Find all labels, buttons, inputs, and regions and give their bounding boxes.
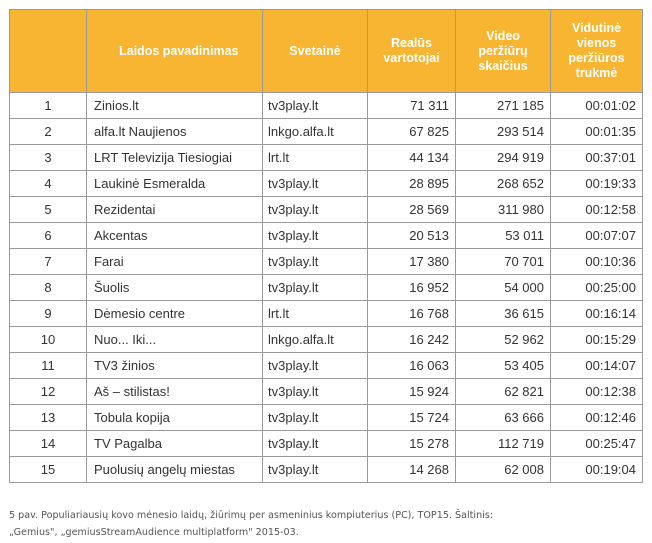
cell-rank: 12 — [10, 379, 87, 405]
cell-video-views: 271 185 — [456, 93, 551, 119]
table-row — [10, 327, 643, 353]
cell-rank: 13 — [10, 405, 87, 431]
header-users-line: Realūs — [391, 36, 432, 50]
cell-real-users: 16 242 — [368, 327, 456, 353]
cell-rank: 5 — [10, 197, 87, 223]
cell-show-name: Laukinė Esmeralda — [87, 171, 263, 197]
cell-website: tv3play.lt — [263, 353, 368, 379]
cell-show-name: Šuolis — [87, 275, 263, 301]
cell-rank: 15 — [10, 457, 87, 483]
cell-avg-duration: 00:12:38 — [551, 379, 643, 405]
cell-rank: 11 — [10, 353, 87, 379]
cell-avg-duration: 00:19:04 — [551, 457, 643, 483]
table-row — [10, 197, 643, 223]
cell-real-users: 16 952 — [368, 275, 456, 301]
cell-website: tv3play.lt — [263, 93, 368, 119]
cell-video-views: 63 666 — [456, 405, 551, 431]
cell-video-views: 112 719 — [456, 431, 551, 457]
cell-website: lrt.lt — [263, 145, 368, 171]
table-row — [10, 93, 643, 119]
header-duration-line: vienos — [576, 36, 617, 50]
cell-video-views: 54 000 — [456, 275, 551, 301]
ratings-table-container — [9, 9, 642, 483]
cell-video-views: 268 652 — [456, 171, 551, 197]
table-row — [10, 457, 643, 483]
cell-website: tv3play.lt — [263, 405, 368, 431]
cell-rank: 7 — [10, 249, 87, 275]
cell-video-views: 53 405 — [456, 353, 551, 379]
cell-show-name: Akcentas — [87, 223, 263, 249]
cell-video-views: 70 701 — [456, 249, 551, 275]
header-row — [10, 10, 643, 93]
header-duration-line: Vidutinė — [571, 21, 622, 35]
cell-show-name: Nuo... Iki... — [87, 327, 263, 353]
cell-real-users: 14 268 — [368, 457, 456, 483]
header-duration-line: peržiūros — [568, 51, 625, 65]
table-row — [10, 353, 643, 379]
table-row — [10, 223, 643, 249]
table-row — [10, 275, 643, 301]
cell-video-views: 62 008 — [456, 457, 551, 483]
cell-show-name: Dėmesio centre — [87, 301, 263, 327]
cell-avg-duration: 00:25:47 — [551, 431, 643, 457]
cell-avg-duration: 00:01:35 — [551, 119, 643, 145]
cell-real-users: 44 134 — [368, 145, 456, 171]
cell-show-name: TV Pagalba — [87, 431, 263, 457]
cell-video-views: 52 962 — [456, 327, 551, 353]
table-row — [10, 145, 643, 171]
cell-show-name: Puolusių angelų miestas — [87, 457, 263, 483]
cell-website: lrt.lt — [263, 301, 368, 327]
cell-website: lnkgo.alfa.lt — [263, 327, 368, 353]
header-views-line: peržiūrų — [478, 43, 528, 58]
cell-website: tv3play.lt — [263, 431, 368, 457]
cell-video-views: 62 821 — [456, 379, 551, 405]
cell-website: tv3play.lt — [263, 197, 368, 223]
cell-website: lnkgo.alfa.lt — [263, 119, 368, 145]
table-row — [10, 171, 643, 197]
cell-website: tv3play.lt — [263, 249, 368, 275]
cell-rank: 10 — [10, 327, 87, 353]
cell-avg-duration: 00:15:29 — [551, 327, 643, 353]
table-row — [10, 119, 643, 145]
cell-avg-duration: 00:19:33 — [551, 171, 643, 197]
cell-website: tv3play.lt — [263, 223, 368, 249]
cell-website: tv3play.lt — [263, 275, 368, 301]
table-row — [10, 249, 643, 275]
cell-real-users: 16 063 — [368, 353, 456, 379]
header-duration-line: trukmė — [575, 66, 618, 80]
cell-avg-duration: 00:01:02 — [551, 93, 643, 119]
cell-rank: 9 — [10, 301, 87, 327]
header-views-line: skaičius — [478, 58, 528, 73]
cell-video-views: 36 615 — [456, 301, 551, 327]
cell-rank: 6 — [10, 223, 87, 249]
cell-avg-duration: 00:16:14 — [551, 301, 643, 327]
cell-avg-duration: 00:37:01 — [551, 145, 643, 171]
cell-show-name: Tobula kopija — [87, 405, 263, 431]
cell-rank: 4 — [10, 171, 87, 197]
cell-website: tv3play.lt — [263, 379, 368, 405]
cell-show-name: TV3 žinios — [87, 353, 263, 379]
cell-video-views: 294 919 — [456, 145, 551, 171]
ratings-table — [9, 9, 643, 483]
table-row — [10, 301, 643, 327]
table-row — [10, 405, 643, 431]
cell-real-users: 15 924 — [368, 379, 456, 405]
cell-real-users: 20 513 — [368, 223, 456, 249]
cell-website: tv3play.lt — [263, 457, 368, 483]
header-users-line: vartotojai — [383, 51, 440, 65]
cell-avg-duration: 00:12:58 — [551, 197, 643, 223]
header-name: Laidos pavadinimas — [87, 10, 263, 93]
cell-show-name: alfa.lt Naujienos — [87, 119, 263, 145]
header-duration — [551, 10, 643, 93]
cell-show-name: Zinios.lt — [87, 93, 263, 119]
cell-avg-duration: 00:25:00 — [551, 275, 643, 301]
figure-caption — [9, 507, 642, 541]
table-header — [10, 10, 643, 93]
cell-video-views: 293 514 — [456, 119, 551, 145]
caption-line: 5 pav. Populiariausių kovo mėnesio laidų, žiūrimų per asmeninius kompiuterius (PC), TOP15. Šaltinis: — [9, 510, 494, 521]
cell-real-users: 28 895 — [368, 171, 456, 197]
header-views — [456, 10, 551, 93]
cell-show-name: Aš – stilistas! — [87, 379, 263, 405]
cell-show-name: Rezidentai — [87, 197, 263, 223]
cell-rank: 8 — [10, 275, 87, 301]
cell-real-users: 15 278 — [368, 431, 456, 457]
cell-real-users: 17 380 — [368, 249, 456, 275]
cell-show-name: Farai — [87, 249, 263, 275]
cell-rank: 14 — [10, 431, 87, 457]
cell-rank: 1 — [10, 93, 87, 119]
caption-line: „Gemius", „gemiusStreamAudience multiplatform" 2015-03. — [9, 527, 299, 538]
header-users — [368, 10, 456, 93]
cell-video-views: 53 011 — [456, 223, 551, 249]
cell-real-users: 28 569 — [368, 197, 456, 223]
cell-show-name: LRT Televizija Tiesiogiai — [87, 145, 263, 171]
cell-real-users: 16 768 — [368, 301, 456, 327]
cell-real-users: 71 311 — [368, 93, 456, 119]
header-site: Svetainė — [263, 10, 368, 93]
table-row — [10, 431, 643, 457]
cell-avg-duration: 00:14:07 — [551, 353, 643, 379]
cell-website: tv3play.lt — [263, 171, 368, 197]
header-views-line: Video — [486, 28, 520, 43]
header-number — [10, 10, 87, 93]
table-row — [10, 379, 643, 405]
cell-real-users: 15 724 — [368, 405, 456, 431]
cell-rank: 2 — [10, 119, 87, 145]
cell-video-views: 311 980 — [456, 197, 551, 223]
cell-avg-duration: 00:12:46 — [551, 405, 643, 431]
cell-avg-duration: 00:10:36 — [551, 249, 643, 275]
cell-avg-duration: 00:07:07 — [551, 223, 643, 249]
cell-rank: 3 — [10, 145, 87, 171]
cell-real-users: 67 825 — [368, 119, 456, 145]
table-body — [10, 93, 643, 483]
